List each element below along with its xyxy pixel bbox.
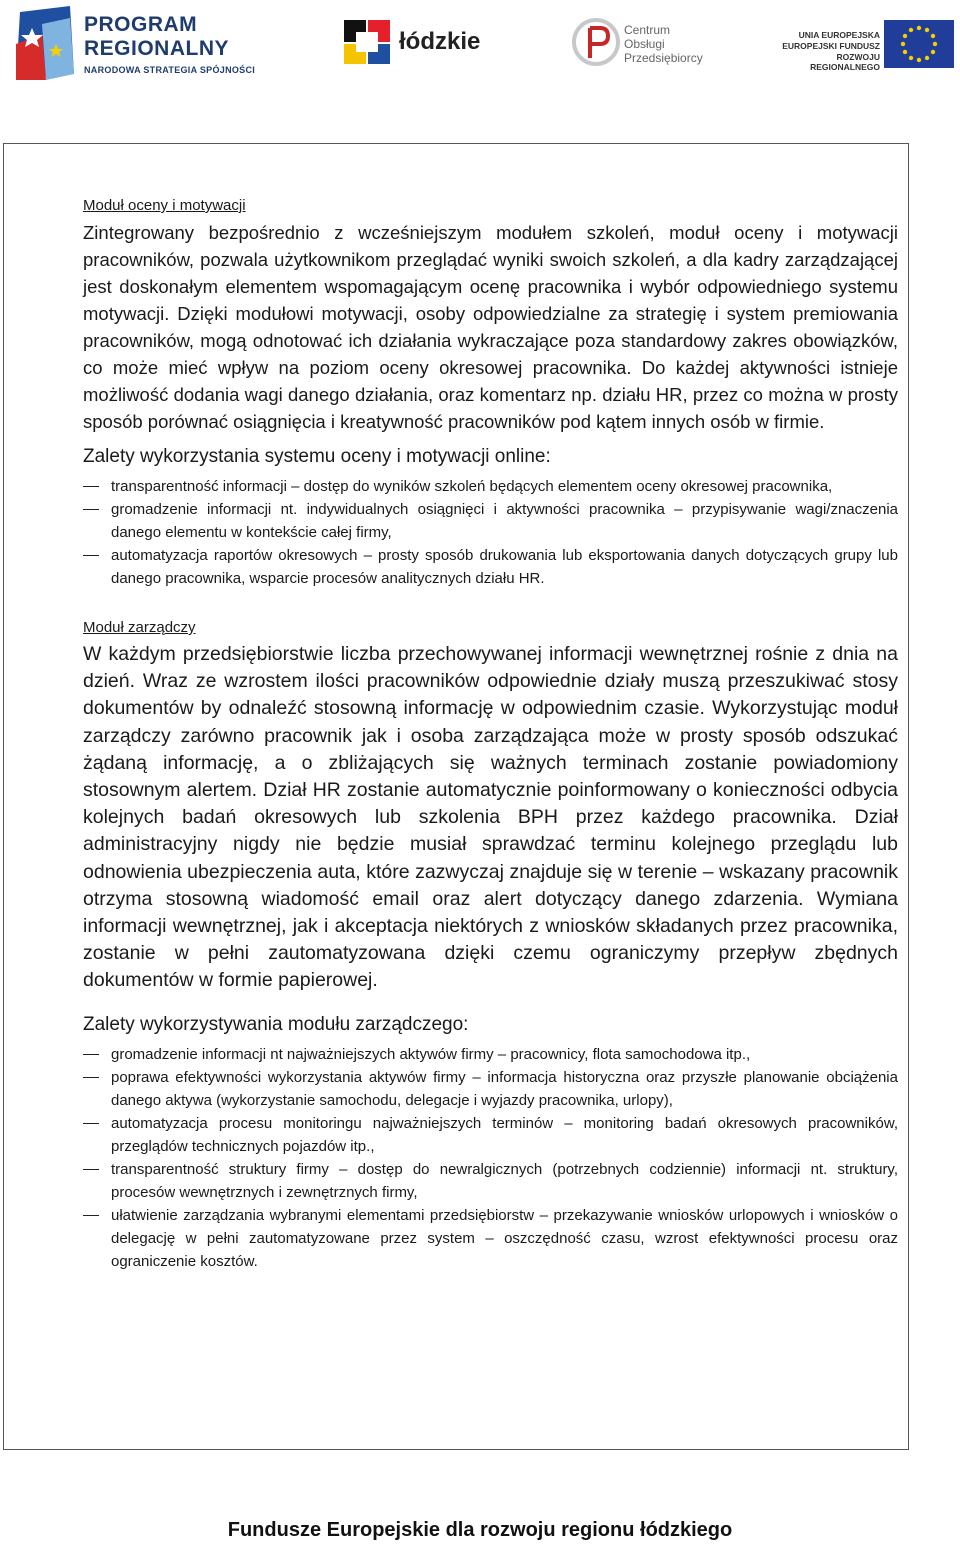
footer-text: Fundusze Europejskie dla rozwoju regionu łódzkiego [227,1519,733,1541]
cop-line2: Obsługi [624,37,665,51]
section1-heading: Moduł oceny i motywacji [83,197,246,214]
list-item: gromadzenie informacji nt. indywidualnych osiągnięci i aktywności pracownika – przypisywanie wagi/znaczenia danego elementu w kontekście całej firmy, [111,501,898,541]
cop-logo [572,14,702,74]
eu-line2: EUROPEJSKI FUNDUSZ [782,41,880,51]
list-item: ułatwienie zarządzania wybranymi elementami przedsiębiorstw – przekazywanie wniosków urlopowych i wniosków o delegację w pełni zautomatyzowane przez system – oszczędność czasu, wzrost efektywności procesu oraz ograniczenie kosztów. [111,1206,898,1270]
list-item: poprawa efektywności wykorzystania aktywów firmy – informacja historyczna oraz przyszłe planowanie obciążenia danego aktywa (wykorzystanie samochodu, delegacje i wyjazdy pracownika, urlopy), [111,1068,898,1109]
list-item: gromadzenie informacji nt najważniejszych aktywów firmy – pracownicy, flota samochodowa itp., [111,1045,751,1063]
list-item: transparentność struktury firmy – dostęp do newralgicznych (potrzebnych codziennie) informacji nt. struktury, procesów wewnętrznych i zewnętrznych firmy, [111,1160,898,1201]
list-item: automatyzacja procesu monitoringu najważniejszych terminów – monitoring badań okresowych pracowników, przeglądów technicznych pojazdów itp., [111,1114,898,1155]
cop-line3: Przedsiębiorcy [624,51,703,65]
lodzkie-logo [342,14,482,70]
program-title-line2: REGIONALNY [84,37,230,60]
program-regionalny-emblem-icon [12,4,78,82]
cop-line1: Centrum [624,23,671,37]
eu-line1: UNIA EUROPEJSKA [798,30,880,40]
list-item: transparentność informacji – dostęp do wyników szkoleń będących elementem oceny okresowej pracownika, [111,478,833,495]
eu-logo [770,18,956,74]
cop-emblem-icon [572,14,620,70]
program-regionalny-logo [12,4,257,82]
section1-advantages-title: Zalety wykorzystania systemu oceny i motywacji online: [83,446,551,467]
program-subtitle: NARODOWA STRATEGIA SPÓJNOŚCI [84,65,256,75]
eu-flag-icon [884,20,954,68]
section2-paragraph: W każdym przedsiębiorstwie liczba przechowywanej informacji wewnętrznej rośnie z dnia na dzień. Wraz ze wzrostem ilości pracowników odpowiednie działy muszą przeszukiwać stosy dokumentów by odnaleźć stosowną informację w odpowiednim czasie. Wykorzystując moduł zarządczy zarówno pracownik jak i osoba zarządzająca może w prosty sposób odszukać żądaną informację, a o zbliżających się ważnych terminach zostanie powiadomiony stosownym alertem. Dział HR zostanie automatycznie poinformowany o konieczności odbycia kolejnych badań okresowych lub szkolenia BPH przez każdego pracownika. Dział administracyjny nigdy nie będzie musiał sprawdzać terminu kolejnego przeglądu lub odnowienia ubezpieczenia auta, które zazwyczaj znajduje się w terenie – wskazany pracownik otrzyma stosowną wiadomość email oraz alert dotyczący danego zdarzenia. Wymiana informacji wewnętrznej, jak i akceptacja niektórych z wniosków składanych przez pracownika, zostanie w pełni zautomatyzowana dzięki czemu ograniczymy przepływ zbędnych dokumentów w formie papierowej. [83,643,898,992]
section1-paragraph: Zintegrowany bezpośrednio z wcześniejszym modułem szkoleń, moduł oceny i motywacji pracowników, pozwala użytkownikom przeglądać wyniki swoich szkoleń, a dla kadry zarządzającej jest doskonałym elementem wspomagającym ocenę pracownika i wybór odpowiedniego systemu motywacji. Dzięki modułowi motywacji, osoby odpowiedzialne za strategię i system premiowania pracowników, mogą odnotować ich działania wykraczające poza standardowy zakres obowiązków, co może mieć wpływ na poziom oceny okresowej pracownika. Do każdej aktywności istnieje możliwość dodania wagi danego działania, oraz komentarz np. działu HR, przez co można w prosty sposób porównać osiągnięcia i kreatywność pracowników pod kątem innych osób w firmie. [83,222,898,432]
list-item: automatyzacja raportów okresowych – prosty sposób drukowania lub eksportowania danych dotyczących grupy lub danego pracownika, wsparcie procesów analitycznych działu HR. [111,547,898,587]
lodzkie-emblem-icon [342,18,394,66]
lodzkie-label: łódzkie [399,28,481,55]
document-body [83,196,898,1273]
section2-heading: Moduł zarządczy [83,619,196,636]
program-title-line1: PROGRAM [84,13,198,36]
section2-advantages-title: Zalety wykorzystywania modułu zarządczego: [83,1013,469,1035]
eu-line3: ROZWOJU REGIONALNEGO [810,52,880,72]
section1-advantages-list [83,475,898,590]
section2-advantages-list [83,1043,898,1273]
